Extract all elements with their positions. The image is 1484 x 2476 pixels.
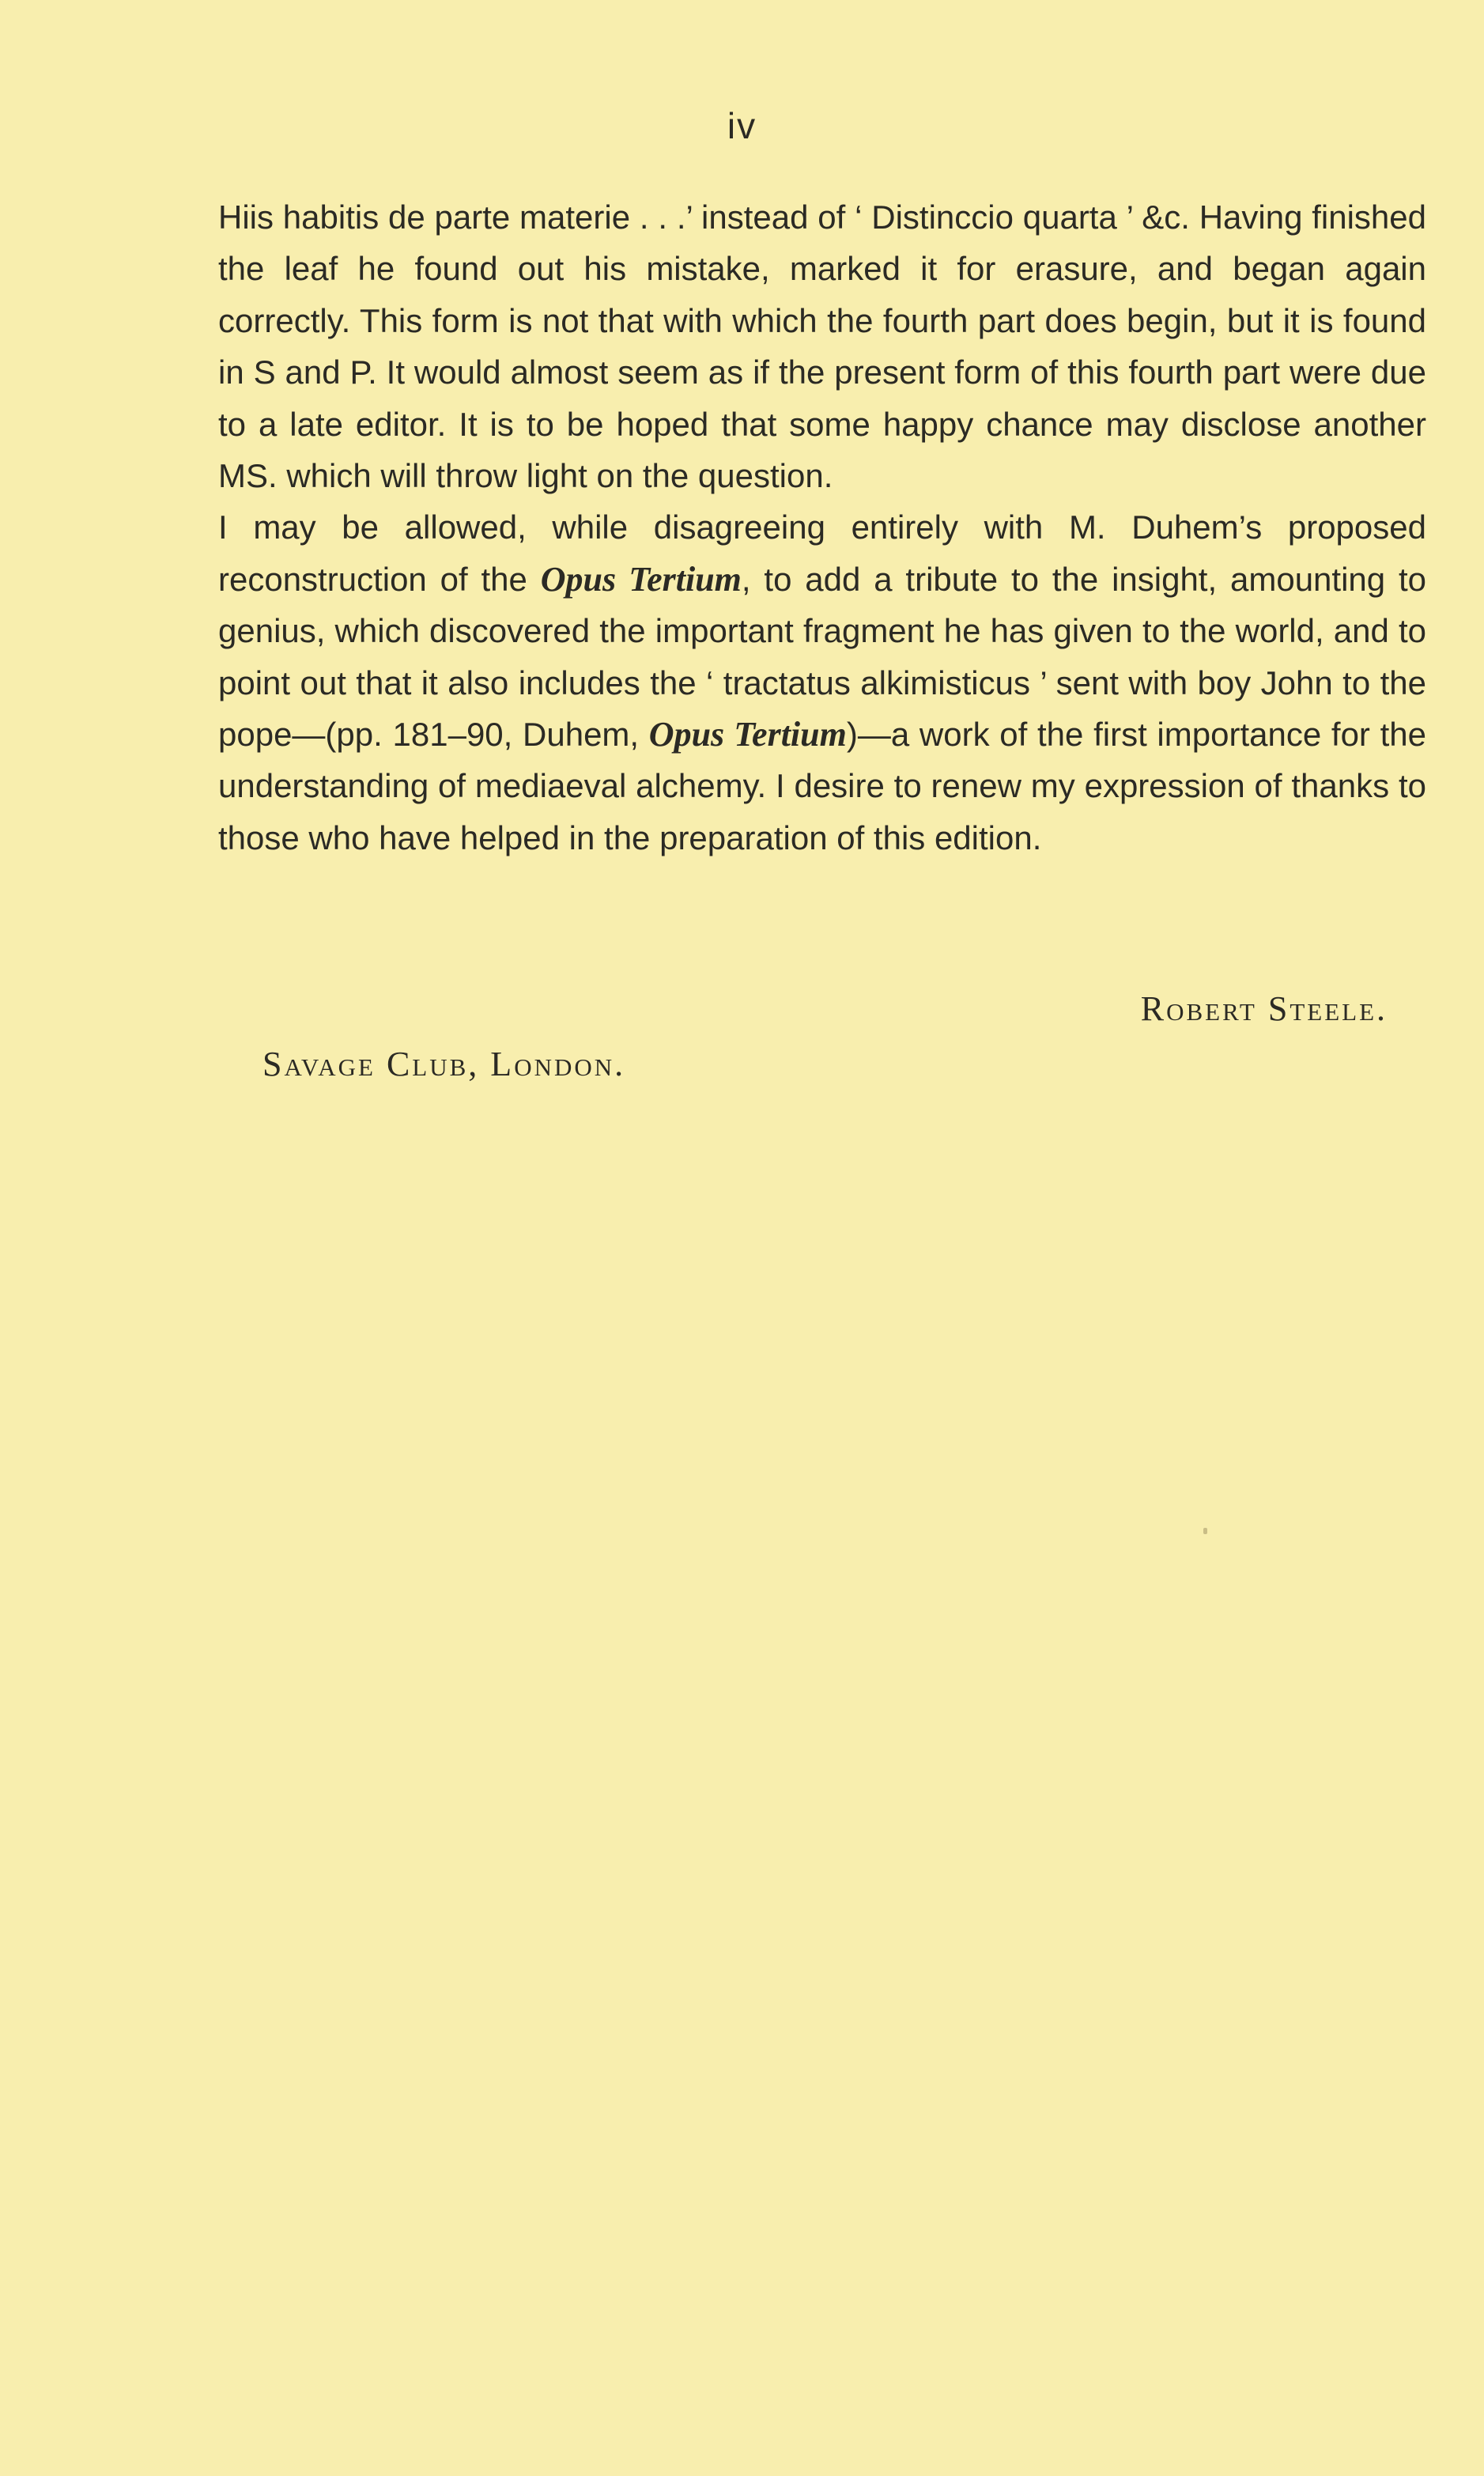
book-title-opus-tertium: Opus Tertium — [540, 559, 742, 599]
preface-body — [218, 191, 1426, 864]
author-signature: Robert Steele. — [1140, 989, 1388, 1028]
paragraph-1: Hiis habitis de parte materie . . .’ instead of ‘ Distinccio quarta ’ &c. Having finished the leaf he found out his mistake, marked it for erasure, and began again correctly. This form is not that with which the fourth part does begin, but it is found in S and P. It would almost seem as if the present form of this fourth part were due to a late editor. It is to be hoped that some happy chance may disclose another MS. which will throw light on the question. — [218, 198, 1426, 495]
paragraph-2-segment-2: , to add a tribute to the insight, amounting to genius, which discovered the important fragment he has given to the world, and to point out that it also includes the ‘ tractatus alkimisticus ’ sent with boy John to the pope—(pp. 181–90, Duhem, — [218, 560, 1426, 754]
paragraph-2 — [218, 501, 1426, 864]
place-of-writing: Savage Club, London. — [262, 1045, 626, 1083]
paper-speck — [1203, 1528, 1207, 1534]
paragraph-2-segment-3: )—a work of the first importance for the understanding of mediaeval alchemy. I desire to renew my expression of thanks to those who have helped in the preparation of this edition. — [218, 716, 1426, 856]
book-title-opus-tertium-citation: Opus Tertium — [648, 715, 847, 754]
paragraph-2-segment-1: I may be allowed, while disagreeing entirely with M. Duhem’s proposed reconstruction of the — [218, 508, 1426, 598]
page-number: iv — [727, 105, 757, 146]
